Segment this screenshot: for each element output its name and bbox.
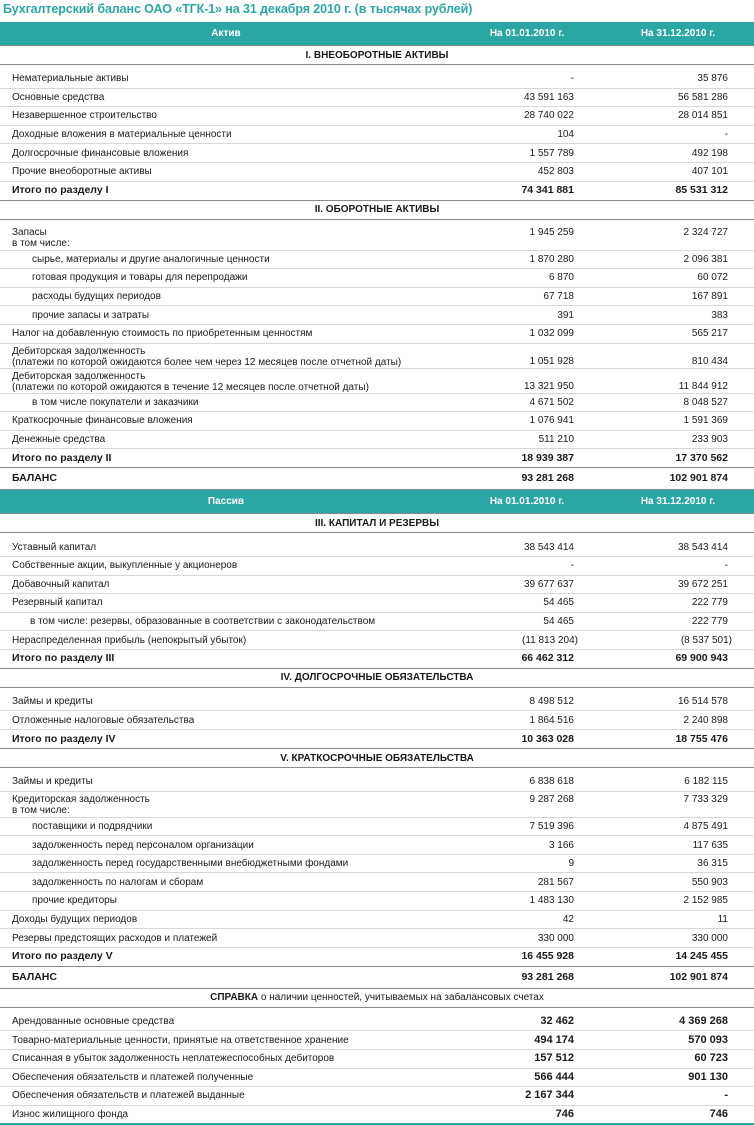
balance-label: БАЛАНС: [0, 468, 452, 490]
row-value-2010-end: 167 891: [602, 287, 754, 306]
table-row: [0, 269, 754, 288]
row-value-2010-end: 36 315: [602, 854, 754, 873]
row-value-2010-end: 492 198: [602, 144, 754, 163]
row-value-2010-end: 8 048 527: [602, 393, 754, 412]
row-label: задолженность перед персоналом организации: [0, 836, 452, 855]
row-value-2010-start: 2 167 344: [452, 1087, 602, 1106]
row-value-2010-start: 38 543 414: [452, 538, 602, 556]
row-label: Налог на добавленную стоимость по приобретенным ценностям: [0, 324, 452, 343]
table-row: [0, 556, 754, 575]
row-value-2010-start: 32 462: [452, 1013, 602, 1031]
assets-header-row: [0, 22, 754, 46]
table-row: [0, 287, 754, 306]
row-value-2010-end: 7 733 329: [602, 791, 754, 817]
row-value-2010-end: 60 723: [602, 1050, 754, 1069]
row-label: расходы будущих периодов: [0, 287, 452, 306]
total-value-2010-start: 16 455 928: [452, 947, 602, 966]
row-value-2010-start: 281 567: [452, 873, 602, 892]
row-label: Денежные средства: [0, 430, 452, 449]
table-row: [0, 929, 754, 948]
row-value-2010-end: 810 434: [602, 343, 754, 368]
section-2-title-row: [0, 200, 754, 219]
row-value-2010-end: 4 369 268: [602, 1013, 754, 1031]
total-value-2010-start: 74 341 881: [452, 181, 602, 200]
row-value-2010-start: 28 740 022: [452, 107, 602, 126]
row-label-main: Дебиторская задолженность: [12, 370, 146, 382]
total-label: Итого по разделу V: [0, 947, 452, 966]
row-value-2010-start: 43 591 163: [452, 88, 602, 107]
assets-header-label: Актив: [0, 22, 452, 46]
row-value-2010-start: 9 287 268: [452, 791, 602, 817]
row-value-2010-start: 1 076 941: [452, 412, 602, 431]
row-value-2010-end: -: [602, 1087, 754, 1106]
row-value-2010-start: 54 465: [452, 594, 602, 613]
row-value-2010-start: 391: [452, 306, 602, 325]
table-row: [0, 594, 754, 613]
row-label: прочие кредиторы: [0, 892, 452, 911]
row-value-2010-end: (8 537 501): [602, 631, 754, 650]
table-row: [0, 88, 754, 107]
total-value-2010-start: 10 363 028: [452, 730, 602, 749]
balance-value-2010-end: 102 901 874: [602, 966, 754, 988]
row-label-main: Запасы: [12, 226, 47, 238]
row-value-2010-start: -: [452, 70, 602, 88]
row-value-2010-start: 1 557 789: [452, 144, 602, 163]
section-4-total-row: [0, 730, 754, 749]
row-value-2010-start: 4 671 502: [452, 393, 602, 412]
total-label: Итого по разделу IV: [0, 730, 452, 749]
row-label: в том числе покупатели и заказчики: [0, 393, 452, 412]
section-3-total-row: [0, 649, 754, 668]
liabilities-header-col2: На 31.12.2010 г.: [602, 490, 754, 514]
table-row: [0, 107, 754, 126]
row-label: Обеспечения обязательств и платежей выданные: [0, 1087, 452, 1106]
row-value-2010-end: 16 514 578: [602, 693, 754, 711]
row-value-2010-end: 2 324 727: [602, 225, 754, 251]
row-value-2010-start: 1 945 259: [452, 225, 602, 251]
row-label: прочие запасы и затраты: [0, 306, 452, 325]
table-row: [0, 250, 754, 269]
total-value-2010-end: 85 531 312: [602, 181, 754, 200]
balance-table: [0, 22, 754, 1125]
reference-title-row: [0, 988, 754, 1007]
table-row: [0, 430, 754, 449]
row-label: Займы и кредиты: [0, 693, 452, 711]
row-label: Незавершенное строительство: [0, 107, 452, 126]
row-value-2010-end: 28 014 851: [602, 107, 754, 126]
table-row: [0, 711, 754, 730]
total-value-2010-start: 18 939 387: [452, 449, 602, 468]
section-3-title-row: [0, 514, 754, 533]
row-value-2010-start: 452 803: [452, 162, 602, 181]
row-value-2010-start: -: [452, 556, 602, 575]
assets-header-col1: На 01.01.2010 г.: [452, 22, 602, 46]
row-value-2010-start: 6 870: [452, 269, 602, 288]
row-label: задолженность перед государственными внебюджетными фондами: [0, 854, 452, 873]
total-value-2010-end: 14 245 455: [602, 947, 754, 966]
section-4-title: IV. ДОЛГОСРОЧНЫЕ ОБЯЗАТЕЛЬСТВА: [0, 668, 754, 687]
row-label: Прочие внеоборотные активы: [0, 162, 452, 181]
row-value-2010-end: -: [602, 125, 754, 144]
section-4-title-row: [0, 668, 754, 687]
row-value-2010-end: 222 779: [602, 612, 754, 631]
row-value-2010-start: 67 718: [452, 287, 602, 306]
balance-value-2010-start: 93 281 268: [452, 468, 602, 490]
table-row: [0, 1050, 754, 1069]
table-row: [0, 324, 754, 343]
row-value-2010-start: 566 444: [452, 1068, 602, 1087]
section-5-title: V. КРАТКОСРОЧНЫЕ ОБЯЗАТЕЛЬСТВА: [0, 749, 754, 768]
row-label: [0, 791, 452, 817]
section-5-total-row: [0, 947, 754, 966]
row-value-2010-end: 901 130: [602, 1068, 754, 1087]
row-label: [0, 225, 452, 251]
table-row: [0, 1031, 754, 1050]
row-label-sub: в том числе:: [12, 237, 70, 249]
table-row: [0, 306, 754, 325]
total-value-2010-end: 18 755 476: [602, 730, 754, 749]
row-label: Резервный капитал: [0, 594, 452, 613]
row-value-2010-start: 1 870 280: [452, 250, 602, 269]
row-label: в том числе: резервы, образованные в соответствии с законодательством: [0, 612, 452, 631]
total-label: Итого по разделу II: [0, 449, 452, 468]
total-value-2010-start: 66 462 312: [452, 649, 602, 668]
table-row: [0, 873, 754, 892]
row-value-2010-start: 39 677 637: [452, 575, 602, 594]
table-row: [0, 612, 754, 631]
liabilities-balance-row: [0, 966, 754, 988]
row-label: поставщики и подрядчики: [0, 817, 452, 836]
row-value-2010-start: 3 166: [452, 836, 602, 855]
row-value-2010-start: 330 000: [452, 929, 602, 948]
row-value-2010-start: 1 051 928: [452, 343, 602, 368]
row-label: готовая продукция и товары для перепродажи: [0, 269, 452, 288]
row-value-2010-end: 2 096 381: [602, 250, 754, 269]
row-value-2010-end: 233 903: [602, 430, 754, 449]
row-value-2010-start: 7 519 396: [452, 817, 602, 836]
row-label-sub: (платежи по которой ожидаются в течение 12 месяцев после отчетной даты): [12, 381, 369, 393]
row-value-2010-end: 56 581 286: [602, 88, 754, 107]
row-label: Резервы предстоящих расходов и платежей: [0, 929, 452, 948]
balance-value-2010-start: 93 281 268: [452, 966, 602, 988]
table-row: [0, 791, 754, 817]
row-value-2010-end: 746: [602, 1105, 754, 1124]
row-value-2010-end: 565 217: [602, 324, 754, 343]
row-label: Арендованные основные средства: [0, 1013, 452, 1031]
assets-balance-row: [0, 468, 754, 490]
balance-value-2010-end: 102 901 874: [602, 468, 754, 490]
reference-title: [0, 988, 754, 1007]
row-label: Основные средства: [0, 88, 452, 107]
row-value-2010-start: 54 465: [452, 612, 602, 631]
row-label: [0, 368, 452, 393]
row-value-2010-start: 1 032 099: [452, 324, 602, 343]
row-value-2010-end: 330 000: [602, 929, 754, 948]
row-value-2010-end: 6 182 115: [602, 773, 754, 791]
row-value-2010-end: 407 101: [602, 162, 754, 181]
table-row: [0, 773, 754, 791]
row-label: Нематериальные активы: [0, 70, 452, 88]
reference-title-rest: о наличии ценностей, учитываемых на забалансовых счетах: [258, 992, 544, 1004]
row-label: Уставный капитал: [0, 538, 452, 556]
liabilities-header-label: Пассив: [0, 490, 452, 514]
section-3-title: III. КАПИТАЛ И РЕЗЕРВЫ: [0, 514, 754, 533]
row-label-sub: (платежи по которой ожидаются более чем через 12 месяцев после отчетной даты): [12, 356, 402, 368]
row-value-2010-end: 550 903: [602, 873, 754, 892]
table-row: [0, 343, 754, 368]
row-value-2010-start: 494 174: [452, 1031, 602, 1050]
row-label-sub: в том числе:: [12, 804, 70, 816]
balance-label: БАЛАНС: [0, 966, 452, 988]
row-value-2010-start: 1 864 516: [452, 711, 602, 730]
section-1-title: I. ВНЕОБОРОТНЫЕ АКТИВЫ: [0, 46, 754, 65]
row-label: Займы и кредиты: [0, 773, 452, 791]
table-row: [0, 854, 754, 873]
section-2-total-row: [0, 449, 754, 468]
table-row: [0, 162, 754, 181]
row-label: Отложенные налоговые обязательства: [0, 711, 452, 730]
row-value-2010-end: 38 543 414: [602, 538, 754, 556]
total-label: Итого по разделу III: [0, 649, 452, 668]
table-row: [0, 412, 754, 431]
row-value-2010-end: 35 876: [602, 70, 754, 88]
table-row: [0, 693, 754, 711]
table-row: [0, 368, 754, 393]
row-label: Обеспечения обязательств и платежей полученные: [0, 1068, 452, 1087]
table-row: [0, 225, 754, 251]
row-label: Краткосрочные финансовые вложения: [0, 412, 452, 431]
row-label: Товарно-материальные ценности, принятые на ответственное хранение: [0, 1031, 452, 1050]
row-label-main: Кредиторская задолженность: [12, 793, 150, 805]
row-value-2010-end: 4 875 491: [602, 817, 754, 836]
table-row: [0, 70, 754, 88]
reference-title-bold: СПРАВКА: [210, 992, 259, 1004]
liabilities-header-col1: На 01.01.2010 г.: [452, 490, 602, 514]
row-value-2010-start: 511 210: [452, 430, 602, 449]
row-value-2010-end: 60 072: [602, 269, 754, 288]
section-1-title-row: [0, 46, 754, 65]
document-title: Бухгалтерский баланс ОАО «ТГК-1» на 31 декабря 2010 г. (в тысячах рублей): [3, 2, 473, 16]
table-row: [0, 1013, 754, 1031]
table-row: [0, 1068, 754, 1087]
row-label: Долгосрочные финансовые вложения: [0, 144, 452, 163]
row-label: Износ жилищного фонда: [0, 1105, 452, 1124]
total-value-2010-end: 69 900 943: [602, 649, 754, 668]
table-row: [0, 575, 754, 594]
table-row: [0, 1087, 754, 1106]
section-5-title-row: [0, 749, 754, 768]
row-label: Доходы будущих периодов: [0, 910, 452, 929]
row-value-2010-end: 570 093: [602, 1031, 754, 1050]
row-label: Нераспределенная прибыль (непокрытый убыток): [0, 631, 452, 650]
row-value-2010-start: 157 512: [452, 1050, 602, 1069]
row-label: сырье, материалы и другие аналогичные ценности: [0, 250, 452, 269]
row-value-2010-end: 383: [602, 306, 754, 325]
row-value-2010-end: 222 779: [602, 594, 754, 613]
total-label: Итого по разделу I: [0, 181, 452, 200]
row-value-2010-end: 117 635: [602, 836, 754, 855]
row-label: задолженность по налогам и сборам: [0, 873, 452, 892]
row-label: Добавочный капитал: [0, 575, 452, 594]
liabilities-header-row: [0, 490, 754, 514]
assets-header-col2: На 31.12.2010 г.: [602, 22, 754, 46]
row-value-2010-start: 104: [452, 125, 602, 144]
row-value-2010-start: 1 483 130: [452, 892, 602, 911]
table-row: [0, 631, 754, 650]
row-label: Собственные акции, выкупленные у акционеров: [0, 556, 452, 575]
row-value-2010-end: 1 591 369: [602, 412, 754, 431]
row-value-2010-end: 2 240 898: [602, 711, 754, 730]
row-value-2010-end: 39 672 251: [602, 575, 754, 594]
section-2-title: II. ОБОРОТНЫЕ АКТИВЫ: [0, 200, 754, 219]
table-row: [0, 910, 754, 929]
row-label-main: Дебиторская задолженность: [12, 345, 146, 357]
row-label: Доходные вложения в материальные ценности: [0, 125, 452, 144]
row-value-2010-end: 2 152 985: [602, 892, 754, 911]
row-value-2010-start: 13 321 950: [452, 368, 602, 393]
row-value-2010-end: 11 844 912: [602, 368, 754, 393]
row-label: Списанная в убыток задолженность неплатежеспособных дебиторов: [0, 1050, 452, 1069]
row-value-2010-start: 9: [452, 854, 602, 873]
table-row: [0, 892, 754, 911]
row-value-2010-start: 746: [452, 1105, 602, 1124]
table-row: [0, 836, 754, 855]
row-value-2010-end: -: [602, 556, 754, 575]
table-row: [0, 125, 754, 144]
table-row: [0, 393, 754, 412]
section-1-total-row: [0, 181, 754, 200]
row-value-2010-start: 42: [452, 910, 602, 929]
table-row: [0, 538, 754, 556]
row-label: [0, 343, 452, 368]
total-value-2010-end: 17 370 562: [602, 449, 754, 468]
table-row: [0, 817, 754, 836]
row-value-2010-start: (11 813 204): [452, 631, 602, 650]
table-row: [0, 144, 754, 163]
row-value-2010-start: 8 498 512: [452, 693, 602, 711]
row-value-2010-start: 6 838 618: [452, 773, 602, 791]
row-value-2010-end: 11: [602, 910, 754, 929]
table-row: [0, 1105, 754, 1124]
